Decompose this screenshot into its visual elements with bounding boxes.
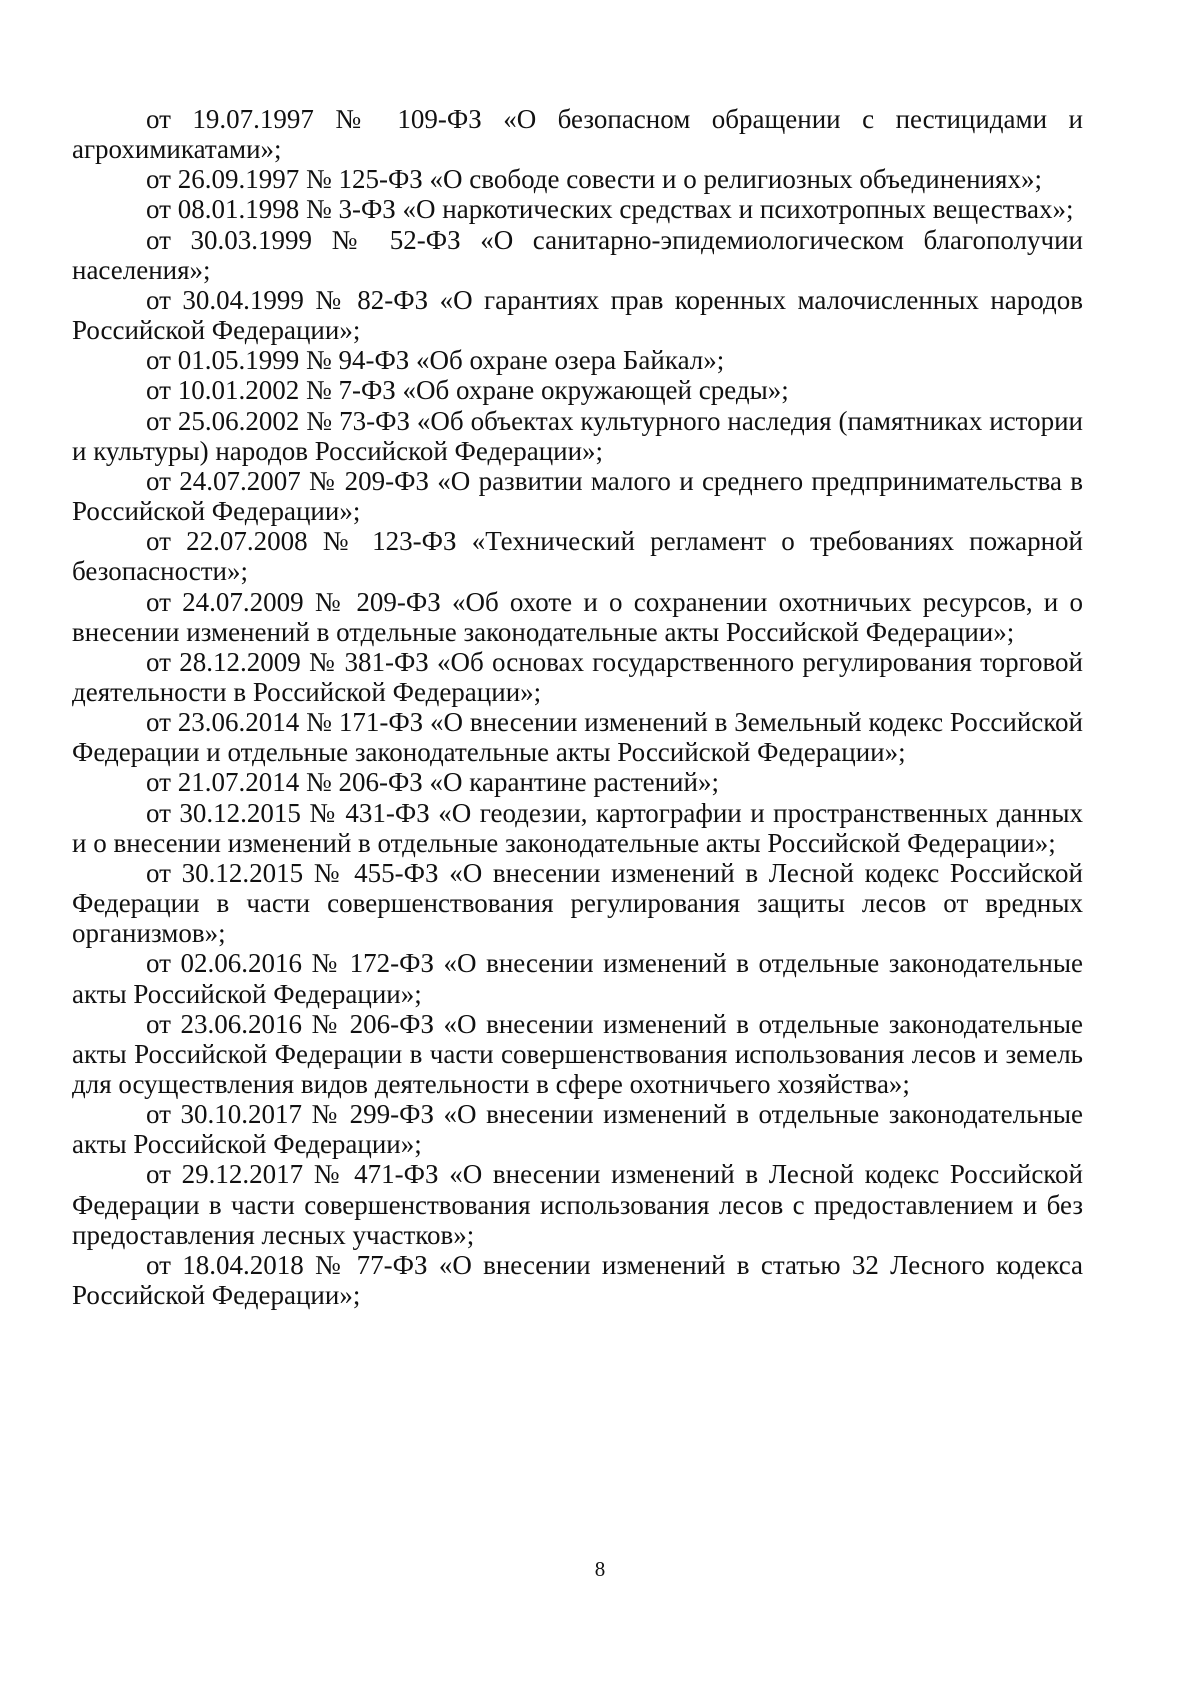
law-item-7: от 10.01.2002 № 7-ФЗ «Об охране окружающей среды»; — [146, 375, 789, 406]
law-item-17: от 02.06.2016 № 172-ФЗ «О внесении изменений в отдельные законодательные акты Российской Федерации»; — [72, 948, 1083, 1009]
law-item-4: от 30.03.1999 № 52-ФЗ «О санитарно-эпидемиологическом благополучии населения»; — [72, 224, 1083, 285]
law-item-13: от 23.06.2014 № 171-ФЗ «О внесении изменений в Земельный кодекс Российской Федерации и отдельные законодательные акты Российской Федерации»; — [72, 707, 1083, 768]
law-item-18: от 23.06.2016 № 206-ФЗ «О внесении изменений в отдельные законодательные акты Российской Федерации в части совершенствования использования лесов и земель для осуществления видов деятельности в сфере охотничьего хозяйства»; — [72, 1008, 1083, 1099]
law-item-11: от 24.07.2009 № 209-ФЗ «Об охоте и о сохранении охотничьих ресурсов, и о внесении изменений в отдельные законодательные акты Российской Федерации»; — [72, 586, 1083, 647]
law-item-9: от 24.07.2007 № 209-ФЗ «О развитии малого и среднего предпринимательства в Российской Федерации»; — [72, 465, 1083, 527]
law-item-3: от 08.01.1998 № 3-ФЗ «О наркотических средствах и психотропных веществах»; — [146, 194, 1074, 225]
law-item-16: от 30.12.2015 № 455-ФЗ «О внесении изменений в Лесной кодекс Российской Федерации в части совершенствования регулирования защиты лесов от вредных организмов»; — [72, 857, 1083, 949]
law-item-5: от 30.04.1999 № 82-ФЗ «О гарантиях прав коренных малочисленных народов Российской Федерации»; — [72, 284, 1083, 346]
law-item-15: от 30.12.2015 № 431-ФЗ «О геодезии, картографии и пространственных данных и о внесении изменений в отдельные законодательные акты Российской Федерации»; — [72, 797, 1083, 858]
law-item-19: от 30.10.2017 № 299-ФЗ «О внесении изменений в отдельные законодательные акты Российской Федерации»; — [72, 1099, 1083, 1160]
law-item-10: от 22.07.2008 № 123-ФЗ «Технический регламент о требованиях пожарной безопасности»; — [72, 526, 1083, 587]
law-item-12: от 28.12.2009 № 381-ФЗ «Об основах государственного регулирования торговой деятельности в Российской Федерации»; — [72, 646, 1083, 707]
page-number: 8 — [594, 1557, 606, 1581]
law-item-14: от 21.07.2014 № 206-ФЗ «О карантине растений»; — [146, 767, 719, 798]
law-item-2: от 26.09.1997 № 125-ФЗ «О свободе совести и о религиозных объединениях»; — [146, 164, 1042, 195]
law-item-6: от 01.05.1999 № 94-ФЗ «Об охране озера Байкал»; — [146, 345, 725, 376]
law-item-21: от 18.04.2018 № 77-ФЗ «О внесении изменений в статью 32 Лесного кодекса Российской Федерации»; — [72, 1249, 1083, 1311]
law-item-8: от 25.06.2002 № 73-ФЗ «Об объектах культурного наследия (памятниках истории и культуры) народов Российской Федерации»; — [72, 405, 1083, 466]
law-item-1: от 19.07.1997 № 109-ФЗ «О безопасном обращении с пестицидами и агрохимикатами»; — [72, 104, 1083, 165]
law-list — [72, 104, 1083, 1310]
law-item-20: от 29.12.2017 № 471-ФЗ «О внесении изменений в Лесной кодекс Российской Федерации в части совершенствования использования лесов с предоставлением и без предоставления лесных участков»; — [72, 1159, 1083, 1250]
